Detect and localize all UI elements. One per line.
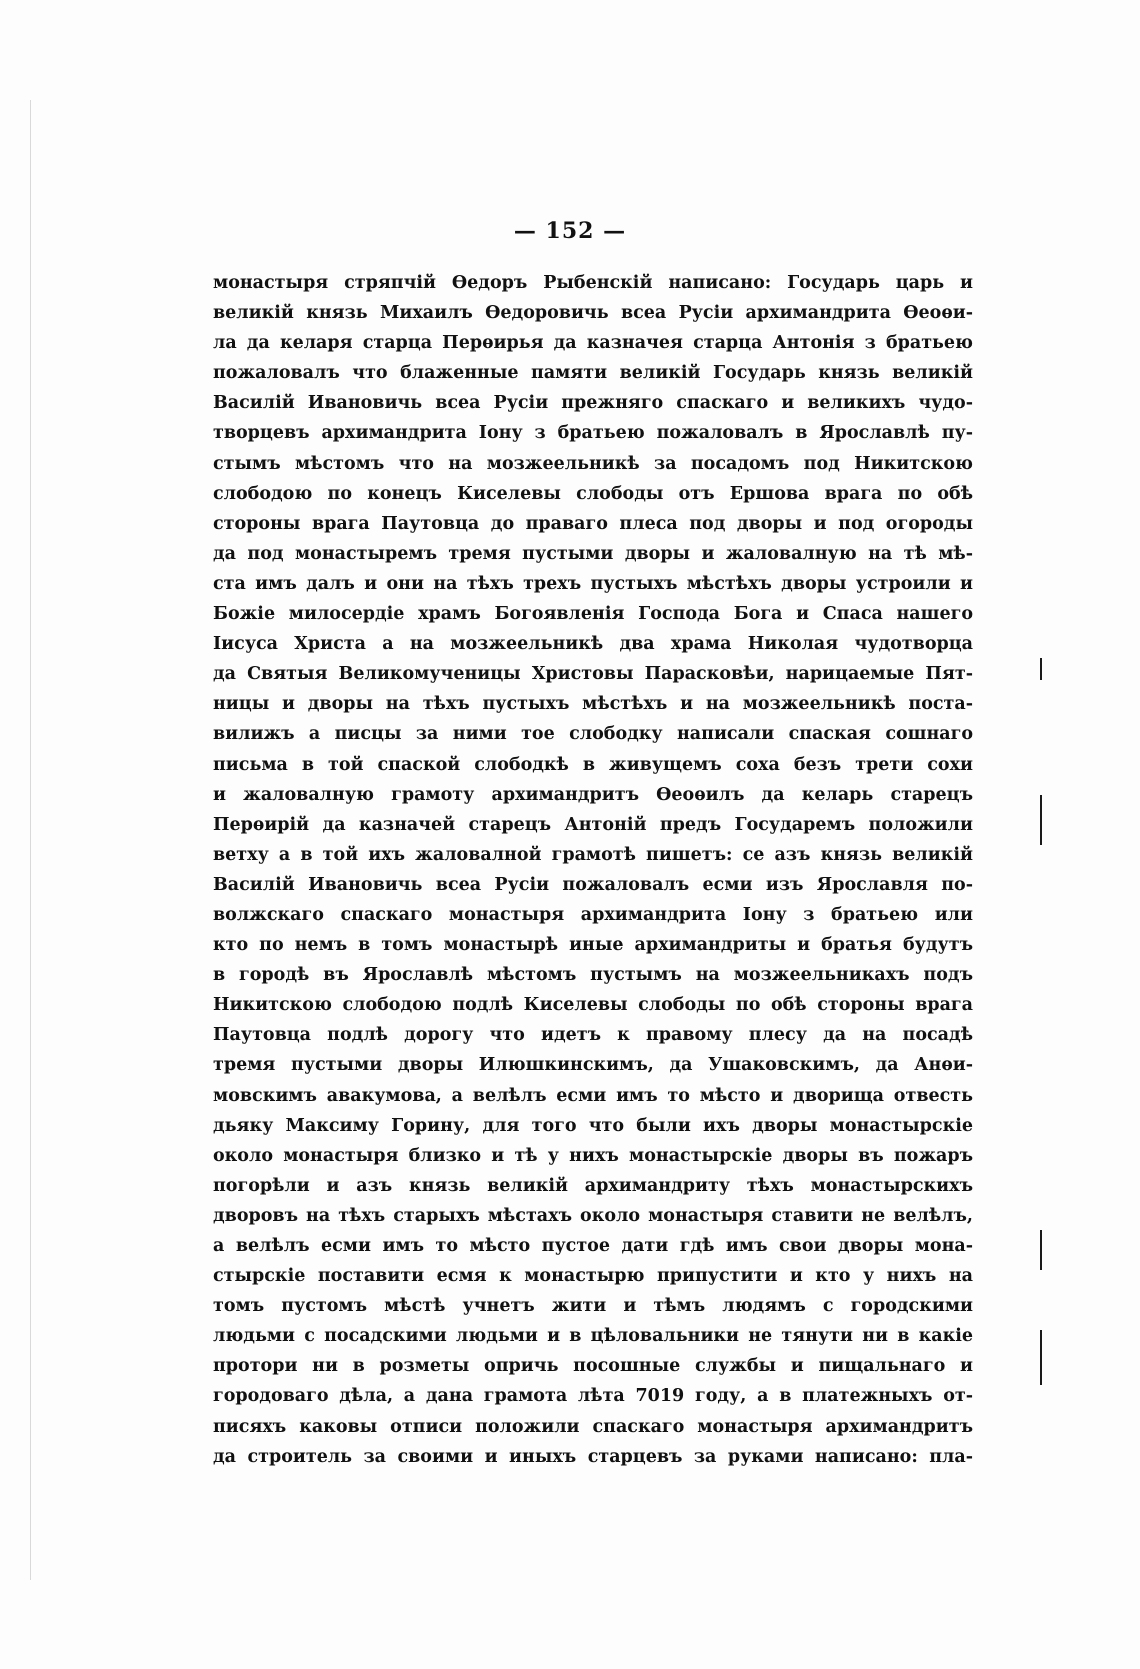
text-line: Василій Ивановичь всеа Русіи прежняго спаскаго и великихъ чудо- <box>213 393 973 414</box>
text-line: пожаловалъ что блаженные памяти великій Государь князь великій <box>213 363 973 384</box>
text-line: ста имъ далъ и они на тѣхъ трехъ пустыхъ мѣстѣхъ дворы устроили и <box>213 573 973 594</box>
text-line: стырскіе поставити есмя к монастырю припустити и кто у нихъ на <box>213 1266 973 1287</box>
text-line: городоваго дѣла, а дана грамота лѣта 7019 году, а в платежныхъ от- <box>213 1386 973 1407</box>
scan-artifact-mark <box>1040 1330 1042 1385</box>
text-line: тремя пустыми дворы Илюшкинскимъ, да Ушаковскимъ, да Анѳи- <box>213 1055 973 1076</box>
text-line: великій князь Михаилъ Ѳедоровичь всеа Русіи архимандрита Ѳеоѳи- <box>213 303 973 324</box>
text-line: около монастыря близко и тѣ у нихъ монастырскіе дворы въ пожаръ <box>213 1145 973 1166</box>
text-line: дьяку Максиму Горину, для того что были ихъ дворы монастырскіе <box>213 1115 973 1136</box>
text-line: стымъ мѣстомъ что на мозжеельникѣ за посадомъ под Никитскою <box>213 453 973 474</box>
text-line: дворовъ на тѣхъ старыхъ мѣстахъ около монастыря ставити не велѣлъ, <box>213 1205 973 1226</box>
text-line: да строитель за своими и иныхъ старцевъ за руками написано: пла- <box>213 1446 973 1467</box>
text-line: монастыря стряпчій Ѳедоръ Рыбенскій написано: Государь царь и <box>213 273 973 293</box>
text-line: и жаловалную грамоту архимандритъ Ѳеоѳилъ да келарь старецъ <box>213 784 973 805</box>
text-line: Іисуса Христа а на мозжеельникѣ два храма Николая чудотворца <box>213 634 973 655</box>
text-line: стороны врага Паутовца до праваго плеса под дворы и под огороды <box>213 513 973 534</box>
text-line: ветху а в той ихъ жаловалной грамотѣ пишетъ: се азъ князь великій <box>213 844 973 865</box>
text-line: Божіе милосердіе храмъ Богоявленія Господа Бога и Спаса нашего <box>213 604 973 625</box>
text-line: Никитскою слободою подлѣ Киселевы слободы по обѣ стороны врага <box>213 995 973 1016</box>
scan-artifact-mark <box>1040 795 1042 845</box>
body-text <box>213 268 973 1472</box>
text-line: ла да келаря старца Перѳирья да казначея старца Антонія з братьею <box>213 333 973 354</box>
text-line: слободою по конецъ Киселевы слободы отъ Ершова врага по обѣ <box>213 483 973 504</box>
scan-artifact-mark <box>1040 1230 1042 1270</box>
scan-edge-shadow <box>30 100 31 1580</box>
text-line: а велѣлъ есми имъ то мѣсто пустое дати гдѣ имъ свои дворы мона- <box>213 1236 973 1256</box>
text-line: писяхъ каковы отписи положили спаскаго монастыря архимандритъ <box>213 1416 973 1437</box>
text-line: Перѳирій да казначей старецъ Антоній предъ Государемъ положили <box>213 814 973 835</box>
text-line: да под монастыремъ тремя пустыми дворы и жаловалную на тѣ мѣ- <box>213 543 973 564</box>
text-line: волжскаго спаскаго монастыря архимандрита Іону з братьею или <box>213 904 973 925</box>
text-line: людьми с посадскими людьми и в цѣловальники не тянути ни в какіе <box>213 1326 973 1347</box>
text-line: да Святыя Великомученицы Христовы Парасковѣи, нарицаемые Пят- <box>213 664 973 685</box>
page-number: — 152 — <box>513 218 627 244</box>
text-line: письма в той спаской слободкѣ в живущемъ соха безъ трети сохи <box>213 754 973 775</box>
text-line: творцевъ архимандрита Іону з братьею пожаловалъ в Ярославлѣ пу- <box>213 423 973 444</box>
text-line: ницы и дворы на тѣхъ пустыхъ мѣстѣхъ и на мозжеельникѣ поста- <box>213 694 973 715</box>
scan-artifact-mark <box>1040 658 1042 680</box>
text-line: вилижъ а писцы за ними тое слободку написали спаская сошнаго <box>213 724 973 745</box>
text-line: протори ни в розметы опричь посошные службы и пищальнаго и <box>213 1356 973 1377</box>
text-line: мовскимъ авакумова, а велѣлъ есми имъ то мѣсто и дворища отвесть <box>213 1085 973 1106</box>
text-line: Паутовца подлѣ дорогу что идетъ к правому плесу да на посадѣ <box>213 1025 973 1046</box>
text-line: кто по немъ в томъ монастырѣ иные архимандриты и братья будутъ <box>213 935 973 956</box>
text-line: погорѣли и азъ князь великій архимандриту тѣхъ монастырскихъ <box>213 1175 973 1196</box>
text-line: в городѣ въ Ярославлѣ мѣстомъ пустымъ на мозжеельникахъ подъ <box>213 965 973 986</box>
text-line: томъ пустомъ мѣстѣ учнетъ жити и тѣмъ людямъ с городскими <box>213 1296 973 1317</box>
text-line: Василій Ивановичь всеа Русіи пожаловалъ есми изъ Ярославля по- <box>213 874 973 895</box>
